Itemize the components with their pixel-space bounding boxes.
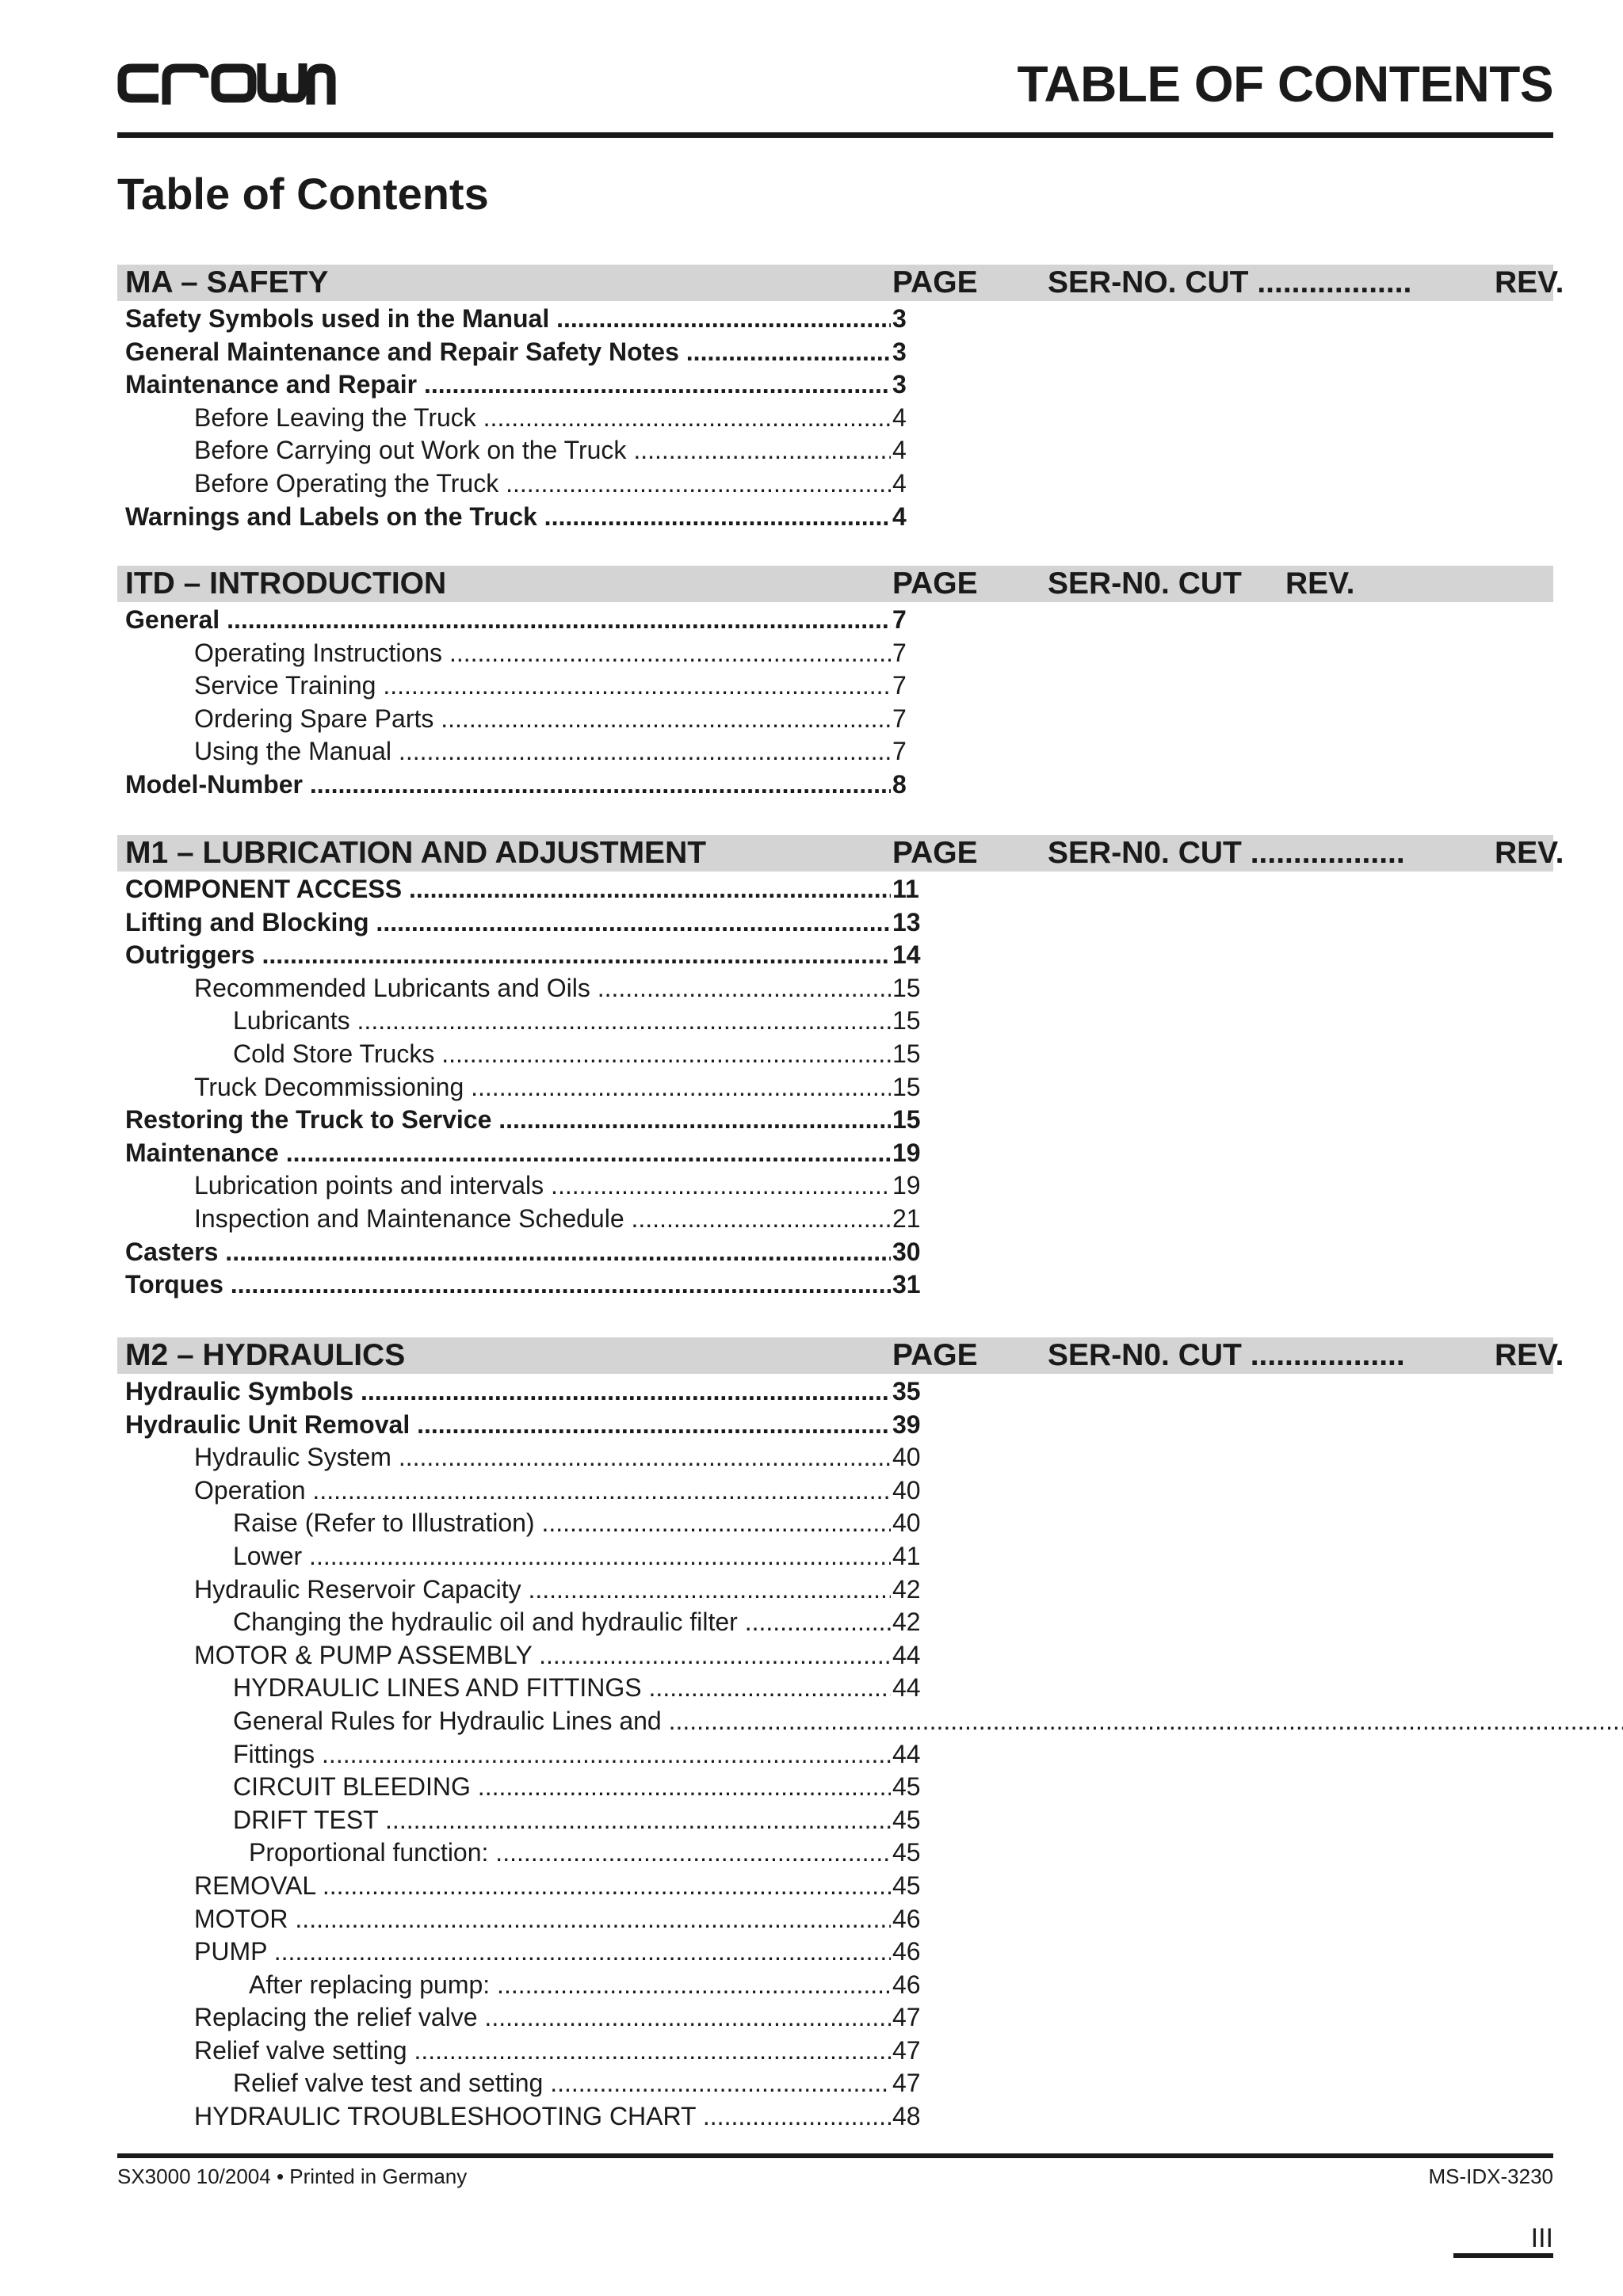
section-header bbox=[117, 265, 1564, 301]
toc-entry-title: After replacing pump: ..... bbox=[249, 1969, 891, 2002]
section-title: MA – SAFETY bbox=[125, 265, 329, 299]
toc-entry-page: 30 bbox=[892, 1237, 921, 1266]
toc-entry-title: Ordering Spare Parts ..... bbox=[194, 703, 891, 736]
toc-entry[interactable] bbox=[117, 2067, 1553, 2100]
toc-entry-page: 40 bbox=[892, 1508, 921, 1538]
page-footer bbox=[117, 2153, 1553, 2188]
toc-entry[interactable] bbox=[117, 1236, 1553, 1269]
toc-entry[interactable] bbox=[117, 336, 1553, 369]
toc-entry-title: Replacing the relief valve ..... bbox=[194, 2001, 891, 2035]
revision-column-header: REV. bbox=[1495, 836, 1564, 870]
toc-entry-title-no-leader: General Rules for Hydraulic Lines and ..... bbox=[233, 1705, 1623, 1738]
toc-entry-title: Before Operating the Truck ..... bbox=[194, 467, 891, 501]
toc-entry-continued[interactable] bbox=[117, 1705, 1553, 1738]
toc-entry[interactable] bbox=[117, 368, 1553, 402]
toc-entry-page: 15 bbox=[892, 1072, 921, 1101]
toc-entry-title: Relief valve setting ..... bbox=[194, 2035, 891, 2068]
toc-entry[interactable] bbox=[117, 873, 1553, 906]
page-column-header: PAGE bbox=[892, 265, 978, 299]
toc-entry[interactable] bbox=[117, 1038, 1553, 1071]
toc-entry[interactable] bbox=[117, 1005, 1553, 1038]
footer-edition: SX3000 10/2004 • Printed in Germany bbox=[117, 2164, 468, 2188]
toc-entry-page: 47 bbox=[892, 2035, 921, 2065]
toc-entry-page: 21 bbox=[892, 1203, 921, 1233]
toc-list bbox=[117, 303, 1553, 533]
toc-entry-title: General Maintenance and Repair Safety Notes ..... bbox=[125, 336, 891, 369]
toc-entry[interactable] bbox=[117, 972, 1553, 1005]
crown-logo-mark bbox=[117, 57, 336, 109]
toc-entry[interactable] bbox=[117, 1169, 1553, 1203]
toc-entry[interactable] bbox=[117, 1903, 1553, 1936]
toc-entry-title: Changing the hydraulic oil and hydraulic filter ..... bbox=[233, 1606, 891, 1639]
section-safety bbox=[117, 265, 1564, 533]
toc-entry-title: Fittings ..... bbox=[233, 1738, 891, 1772]
toc-entry-page: 3 bbox=[892, 304, 907, 333]
toc-entry[interactable] bbox=[117, 1375, 1553, 1409]
section-title: M2 – HYDRAULICS bbox=[125, 1338, 406, 1372]
toc-entry[interactable] bbox=[117, 402, 1553, 435]
toc-entry[interactable] bbox=[117, 1969, 1553, 2002]
toc-entry-title: HYDRAULIC TROUBLESHOOTING CHART ..... bbox=[194, 2100, 891, 2134]
section-header bbox=[117, 1337, 1564, 1374]
toc-entry-page: 3 bbox=[892, 337, 907, 366]
toc-entry-page: 42 bbox=[892, 1574, 921, 1604]
section-introduction bbox=[117, 566, 1553, 802]
section-header bbox=[117, 835, 1564, 871]
toc-entry-page: 4 bbox=[892, 402, 907, 432]
toc-entry-page: 19 bbox=[892, 1138, 921, 1167]
toc-entry[interactable] bbox=[117, 1573, 1553, 1607]
toc-entry-title: Raise (Refer to Illustration) ..... bbox=[233, 1507, 891, 1540]
toc-entry[interactable] bbox=[117, 1409, 1553, 1442]
toc-entry-page: 45 bbox=[892, 1772, 921, 1802]
serial-cut-column-header: SER-NO. CUT .................. bbox=[1048, 265, 1412, 299]
toc-list bbox=[117, 604, 1553, 802]
toc-entry-title: General ..... bbox=[125, 604, 891, 637]
toc-entry-title: Service Training ..... bbox=[194, 669, 891, 703]
toc-entry-page: 4 bbox=[892, 468, 907, 498]
toc-entry[interactable] bbox=[117, 669, 1553, 703]
toc-entry[interactable] bbox=[117, 2035, 1553, 2068]
toc-entry[interactable] bbox=[117, 1639, 1553, 1672]
toc-entry-title: HYDRAULIC LINES AND FITTINGS ..... bbox=[233, 1672, 891, 1705]
toc-entry[interactable] bbox=[117, 735, 1553, 769]
toc-entry-title: Outriggers ..... bbox=[125, 939, 891, 972]
toc-entry-title: Operation ..... bbox=[194, 1474, 891, 1508]
crown-logo bbox=[117, 57, 336, 113]
toc-entry-page: 44 bbox=[892, 1640, 921, 1669]
toc-entry-title: Lubrication points and intervals ..... bbox=[194, 1169, 891, 1203]
header-title: TABLE OF CONTENTS bbox=[1017, 55, 1553, 113]
toc-entry-page: 46 bbox=[892, 1904, 921, 1933]
toc-entry-page: 7 bbox=[892, 737, 907, 766]
toc-entry[interactable] bbox=[117, 939, 1553, 972]
toc-entry-title: Safety Symbols used in the Manual ..... bbox=[125, 303, 891, 336]
revision-column-header: REV. bbox=[1285, 566, 1355, 601]
toc-entry-page: 14 bbox=[892, 940, 921, 970]
toc-entry-title: REMOVAL ..... bbox=[194, 1870, 891, 1903]
toc-entry-title: Inspection and Maintenance Schedule ..... bbox=[194, 1203, 891, 1236]
toc-entry-page: 15 bbox=[892, 973, 921, 1002]
toc-entry-page: 44 bbox=[892, 1739, 921, 1768]
toc-entry[interactable] bbox=[117, 1804, 1553, 1837]
toc-entry-page: 44 bbox=[892, 1673, 921, 1703]
toc-entry[interactable] bbox=[117, 1137, 1553, 1170]
revision-column-header: REV. bbox=[1495, 1338, 1564, 1372]
toc-entry-title: Lifting and Blocking ..... bbox=[125, 906, 891, 940]
toc-entry[interactable] bbox=[117, 637, 1553, 670]
toc-entry-page: 7 bbox=[892, 704, 907, 733]
toc-entry[interactable] bbox=[117, 2100, 1553, 2134]
toc-entry[interactable] bbox=[117, 1870, 1553, 1903]
toc-entry[interactable] bbox=[117, 1771, 1553, 1804]
toc-entry-page: 8 bbox=[892, 769, 907, 799]
toc-entry-page: 42 bbox=[892, 1608, 921, 1637]
toc-entry-title: Before Leaving the Truck ..... bbox=[194, 402, 891, 435]
toc-entry-title: Recommended Lubricants and Oils ..... bbox=[194, 972, 891, 1005]
toc-entry-page: 35 bbox=[892, 1377, 921, 1405]
section-title: M1 – LUBRICATION AND ADJUSTMENT bbox=[125, 836, 707, 870]
toc-entry-title: Hydraulic Unit Removal ..... bbox=[125, 1409, 891, 1442]
toc-entry-page: 15 bbox=[892, 1006, 921, 1035]
toc-entry-page: 4 bbox=[892, 436, 907, 465]
toc-entry-title: Casters ..... bbox=[125, 1236, 891, 1269]
toc-entry-page: 46 bbox=[892, 1937, 921, 1966]
toc-entry[interactable] bbox=[117, 1606, 1553, 1639]
toc-entry-page: 11 bbox=[892, 875, 919, 903]
toc-entry[interactable] bbox=[117, 2001, 1553, 2035]
page-column-header: PAGE bbox=[892, 836, 978, 870]
toc-entry-page: 7 bbox=[892, 638, 907, 667]
toc-entry-title: CIRCUIT BLEEDING ..... bbox=[233, 1771, 891, 1804]
toc-entry[interactable] bbox=[117, 1836, 1553, 1870]
toc-entry-page: 15 bbox=[892, 1039, 921, 1068]
toc-entry-page: 45 bbox=[892, 1871, 921, 1900]
toc-entry[interactable] bbox=[117, 1738, 1553, 1772]
toc-entry-page: 31 bbox=[892, 1270, 921, 1299]
page-number: III bbox=[1453, 2223, 1553, 2258]
toc-entry-page: 15 bbox=[892, 1105, 921, 1135]
toc-entry[interactable] bbox=[117, 703, 1553, 736]
footer-document-id: MS-IDX-3230 bbox=[1428, 2164, 1553, 2188]
page-header bbox=[117, 52, 1553, 138]
section-title: ITD – INTRODUCTION bbox=[125, 566, 447, 601]
toc-entry[interactable] bbox=[117, 1540, 1553, 1573]
toc-entry-title: DRIFT TEST ..... bbox=[233, 1804, 891, 1837]
serial-cut-column-header: SER-N0. CUT bbox=[1048, 566, 1242, 601]
toc-entry-page: 7 bbox=[892, 605, 907, 634]
toc-list bbox=[117, 1375, 1553, 2134]
toc-entry-title: Warnings and Labels on the Truck ..... bbox=[125, 501, 891, 534]
toc-entry[interactable] bbox=[117, 1104, 1553, 1137]
toc-entry[interactable] bbox=[117, 1441, 1553, 1474]
page-column-header: PAGE bbox=[892, 1338, 978, 1372]
toc-entry-title: Cold Store Trucks ..... bbox=[233, 1038, 891, 1071]
section-lubrication-adjustment bbox=[117, 835, 1564, 1302]
toc-entry-title: Relief valve test and setting ..... bbox=[233, 2067, 891, 2100]
toc-entry[interactable] bbox=[117, 1268, 1553, 1302]
section-header bbox=[117, 566, 1553, 602]
toc-entry-page: 13 bbox=[892, 907, 921, 936]
toc-entry-title: MOTOR & PUMP ASSEMBLY ..... bbox=[194, 1639, 891, 1672]
toc-entry[interactable] bbox=[117, 501, 1553, 534]
toc-entry[interactable] bbox=[117, 1071, 1553, 1104]
toc-entry-page: 7 bbox=[892, 671, 907, 700]
toc-entry[interactable] bbox=[117, 1672, 1553, 1705]
toc-entry[interactable] bbox=[117, 303, 1553, 336]
toc-entry-page: 3 bbox=[892, 370, 907, 399]
serial-cut-column-header: SER-N0. CUT .................. bbox=[1048, 1338, 1405, 1372]
toc-entry-title: Proportional function: ..... bbox=[249, 1836, 891, 1870]
page-title: Table of Contents bbox=[117, 169, 489, 219]
toc-entry-title: COMPONENT ACCESS ..... bbox=[125, 873, 891, 906]
toc-entry-title: PUMP ..... bbox=[194, 1936, 891, 1969]
toc-entry[interactable] bbox=[117, 1474, 1553, 1508]
toc-entry-title: Model-Number ..... bbox=[125, 769, 891, 802]
toc-entry-page: 45 bbox=[892, 1805, 921, 1834]
toc-entry-title: Torques ..... bbox=[125, 1268, 891, 1302]
toc-entry-page: 45 bbox=[892, 1838, 921, 1867]
toc-entry-page: 39 bbox=[892, 1409, 921, 1439]
toc-entry-page: 4 bbox=[892, 502, 907, 531]
toc-entry[interactable] bbox=[117, 906, 1553, 940]
page-column-header: PAGE bbox=[892, 566, 978, 601]
toc-entry-title: Before Carrying out Work on the Truck ..... bbox=[194, 434, 891, 467]
toc-entry[interactable] bbox=[117, 769, 1553, 802]
toc-list bbox=[117, 873, 1553, 1302]
toc-entry-title: Using the Manual ..... bbox=[194, 735, 891, 769]
toc-entry-title: Hydraulic Reservoir Capacity ..... bbox=[194, 1573, 891, 1607]
section-hydraulics bbox=[117, 1337, 1564, 2134]
toc-entry-page: 41 bbox=[892, 1541, 921, 1570]
toc-entry-title: Maintenance and Repair ..... bbox=[125, 368, 891, 402]
toc-entry-title: Maintenance ..... bbox=[125, 1137, 891, 1170]
toc-entry-page: 46 bbox=[892, 1970, 921, 1999]
toc-entry[interactable] bbox=[117, 434, 1553, 467]
toc-entry-title: Lower ..... bbox=[233, 1540, 891, 1573]
toc-entry-page: 48 bbox=[892, 2102, 921, 2131]
toc-entry[interactable] bbox=[117, 1203, 1553, 1236]
toc-entry[interactable] bbox=[117, 467, 1553, 501]
toc-entry-page: 47 bbox=[892, 2003, 921, 2032]
toc-entry-title: Hydraulic System ..... bbox=[194, 1441, 891, 1474]
toc-entry[interactable] bbox=[117, 604, 1553, 637]
toc-entry-page: 47 bbox=[892, 2069, 921, 2098]
toc-entry-title: Truck Decommissioning ..... bbox=[194, 1071, 891, 1104]
toc-entry-title: Hydraulic Symbols ..... bbox=[125, 1375, 891, 1409]
toc-entry-page: 40 bbox=[892, 1475, 921, 1505]
toc-entry-title: Operating Instructions ..... bbox=[194, 637, 891, 670]
revision-column-header: REV. bbox=[1495, 265, 1564, 299]
toc-entry-title: Lubricants ..... bbox=[233, 1005, 891, 1038]
toc-entry-page: 40 bbox=[892, 1443, 921, 1472]
toc-entry-title: Restoring the Truck to Service ..... bbox=[125, 1104, 891, 1137]
toc-entry[interactable] bbox=[117, 1507, 1553, 1540]
toc-entry-page: 19 bbox=[892, 1171, 921, 1200]
toc-entry-title: MOTOR ..... bbox=[194, 1903, 891, 1936]
serial-cut-column-header: SER-N0. CUT .................. bbox=[1048, 836, 1405, 870]
toc-entry[interactable] bbox=[117, 1936, 1553, 1969]
